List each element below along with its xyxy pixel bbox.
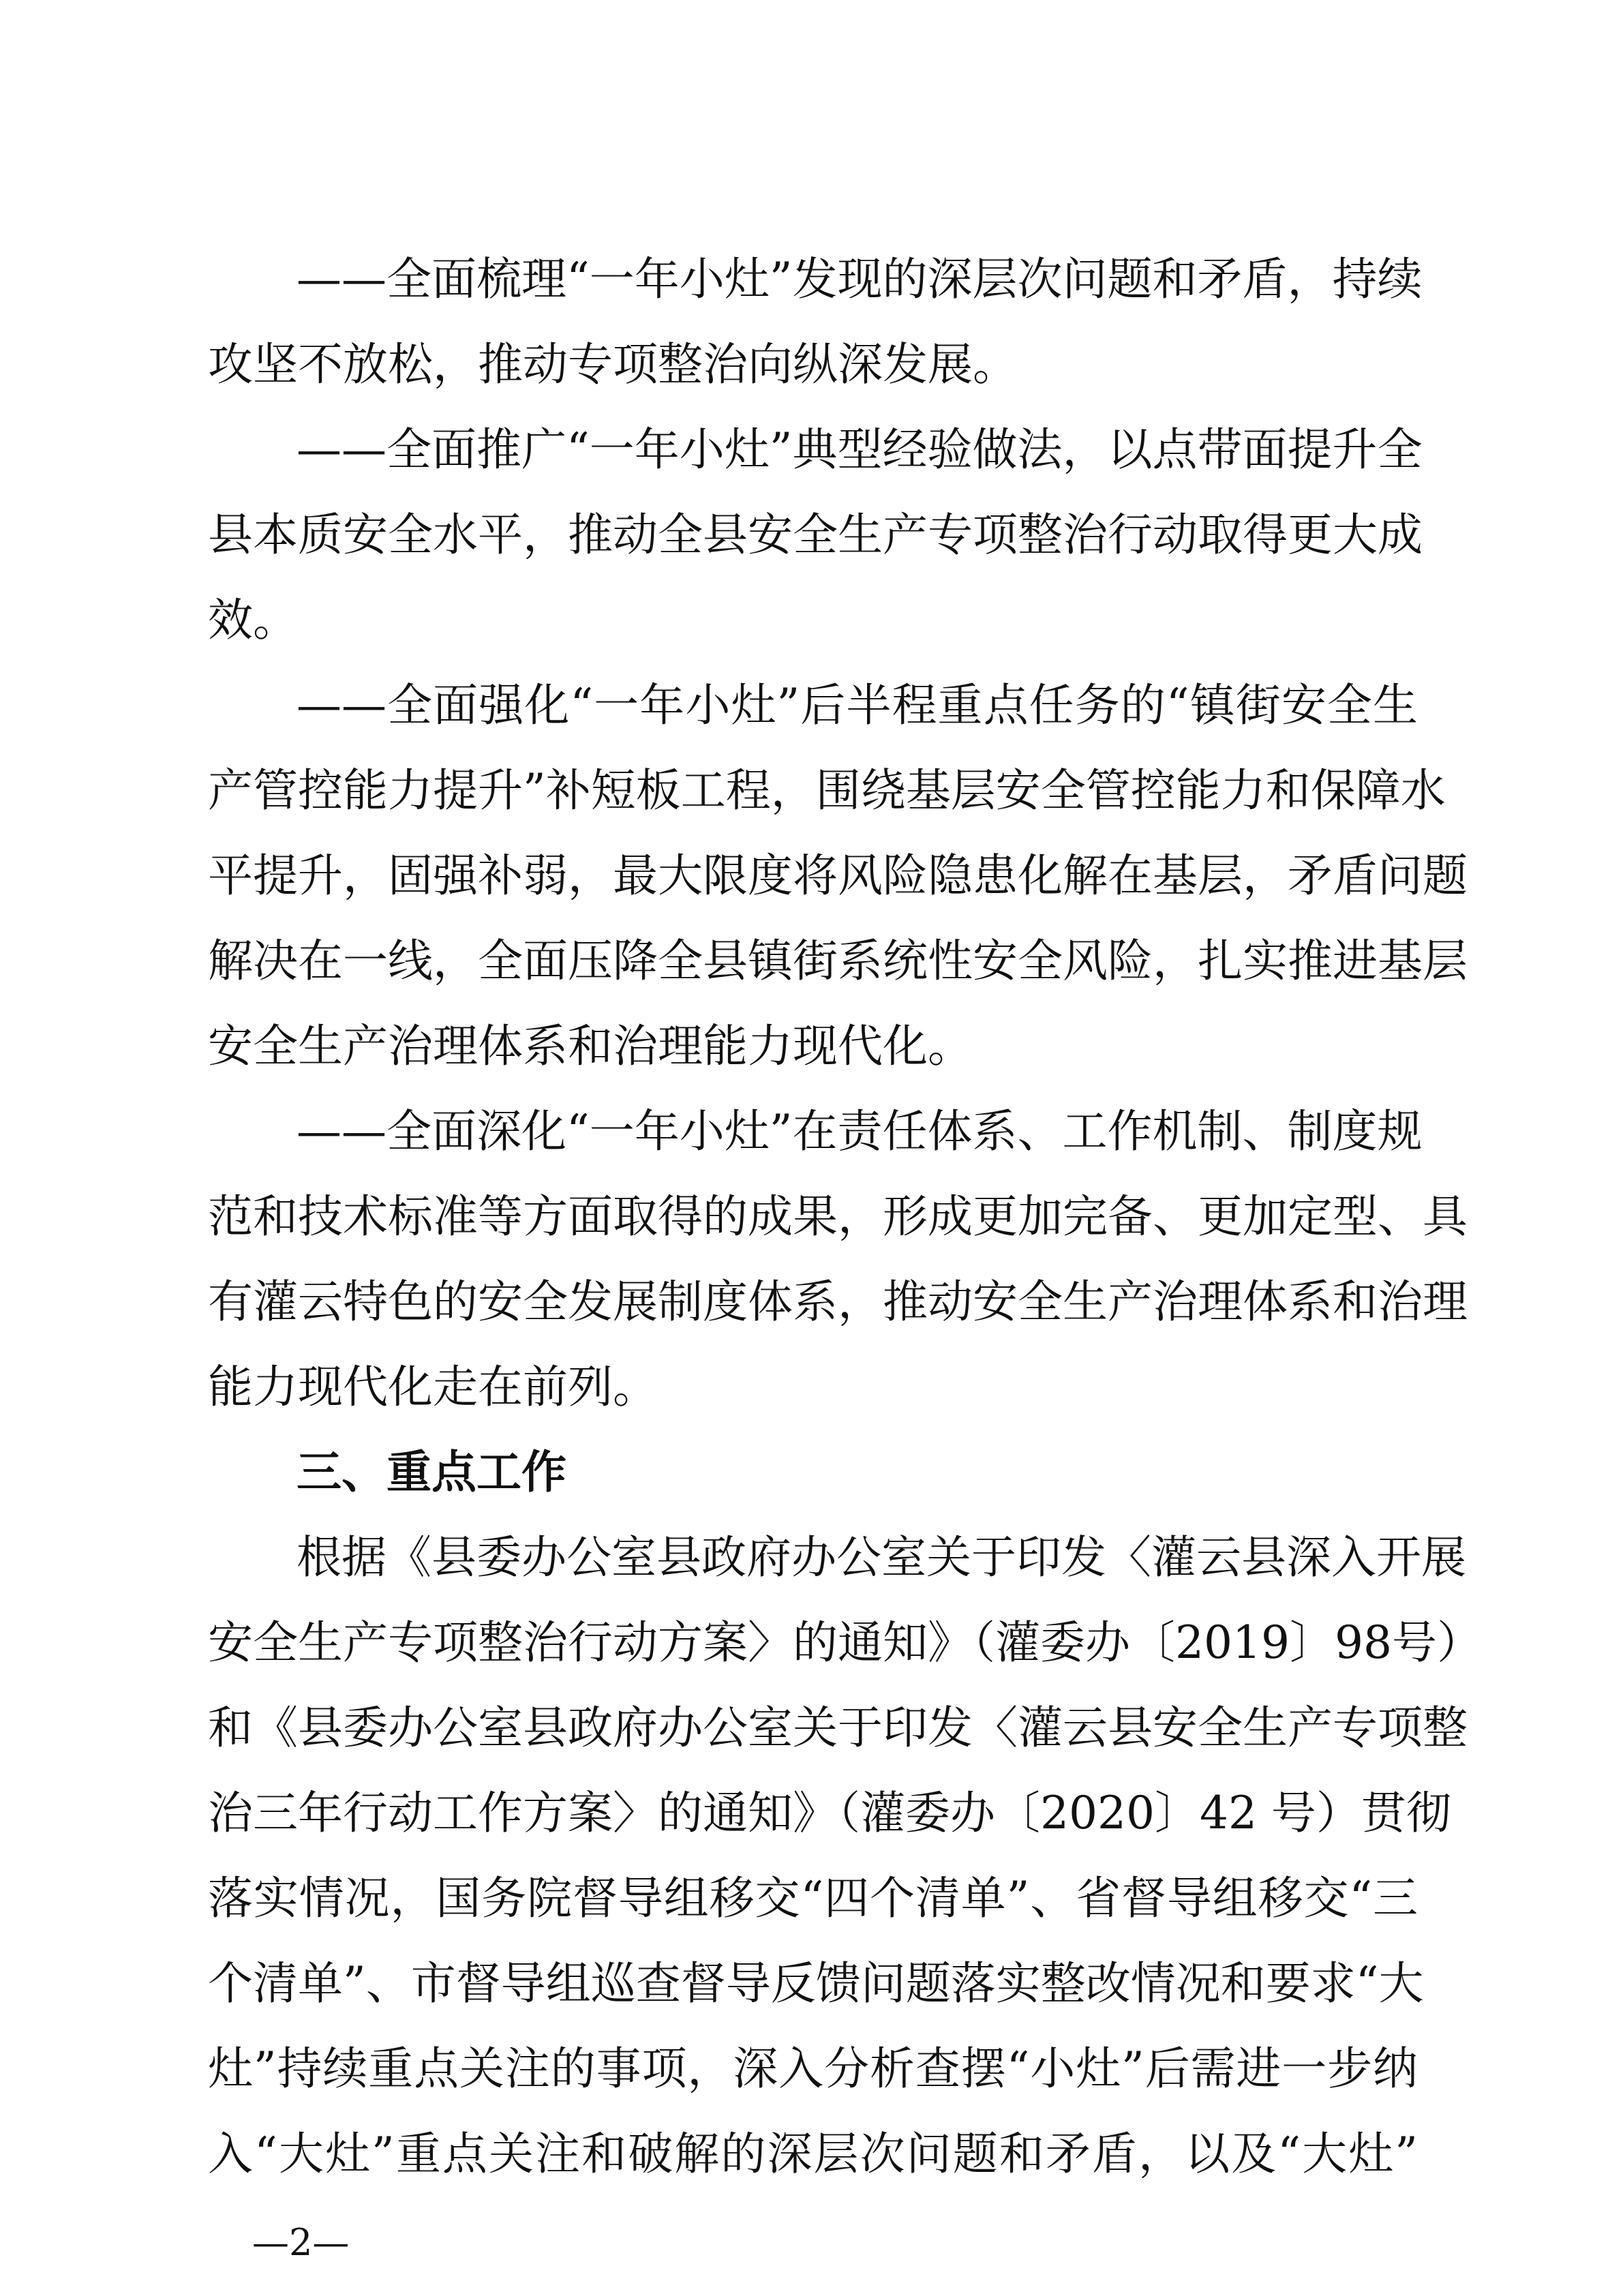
text-line: 根据《县委办公室县政府办公室关于印发〈灌云县深入开展 [297,1531,1466,1584]
text-line: 县本质安全水平，推动全县安全生产专项整治行动取得更大成 [208,509,1423,561]
page-number: —2— [252,2221,350,2264]
text-line: 入“大灶”重点关注和破解的深层次问题和矛盾，以及“大灶” [208,2128,1418,2180]
text-line: 治三年行动工作方案〉的通知》（灌委办〔2020〕42 号）贯彻 [208,1787,1451,1839]
text-line: 能力现代化走在前列。 [208,1361,658,1413]
section-heading: 三、重点工作 [297,1446,566,1498]
text-line: ——全面深化“一年小灶”在责任体系、工作机制、制度规 [297,1105,1423,1158]
text-line: 灶”持续重点关注的事项，深入分析查摆“小灶”后需进一步纳 [208,2042,1418,2095]
text-line: 解决在一线，全面压降全县镇街系统性安全风险，扎实推进基层 [208,935,1468,987]
text-line: ——全面强化“一年小灶”后半程重点任务的“镇街安全生 [297,679,1418,731]
text-line: ——全面梳理“一年小灶”发现的深层次问题和矛盾，持续 [297,253,1423,305]
text-line: 效。 [208,594,298,646]
text-line: 攻坚不放松，推动专项整治向纵深发展。 [208,338,1018,391]
text-line: 产管控能力提升”补短板工程，围绕基层安全管控能力和保障水 [208,764,1446,817]
text-line: 和《县委办公室县政府办公室关于印发〈灌云县安全生产专项整 [208,1702,1468,1754]
text-line: ——全面推广“一年小灶”典型经验做法，以点带面提升全 [297,423,1423,476]
text-line: 范和技术标准等方面取得的成果，形成更加完备、更加定型、具 [208,1190,1468,1243]
text-line: 落实情况，国务院督导组移交“四个清单”、省督导组移交“三 [208,1872,1418,1924]
text-line: 安全生产治理体系和治理能力现代化。 [208,1020,973,1072]
text-line: 平提升，固强补弱，最大限度将风险隐患化解在基层，矛盾问题 [208,849,1468,902]
text-line: 个清单”、市督导组巡查督导反馈问题落实整改情况和要求“大 [208,1957,1424,2010]
text-line: 有灌云特色的安全发展制度体系，推动安全生产治理体系和治理 [208,1275,1468,1328]
text-line: 安全生产专项整治行动方案〉的通知》（灌委办〔2019〕98号） [208,1616,1482,1669]
